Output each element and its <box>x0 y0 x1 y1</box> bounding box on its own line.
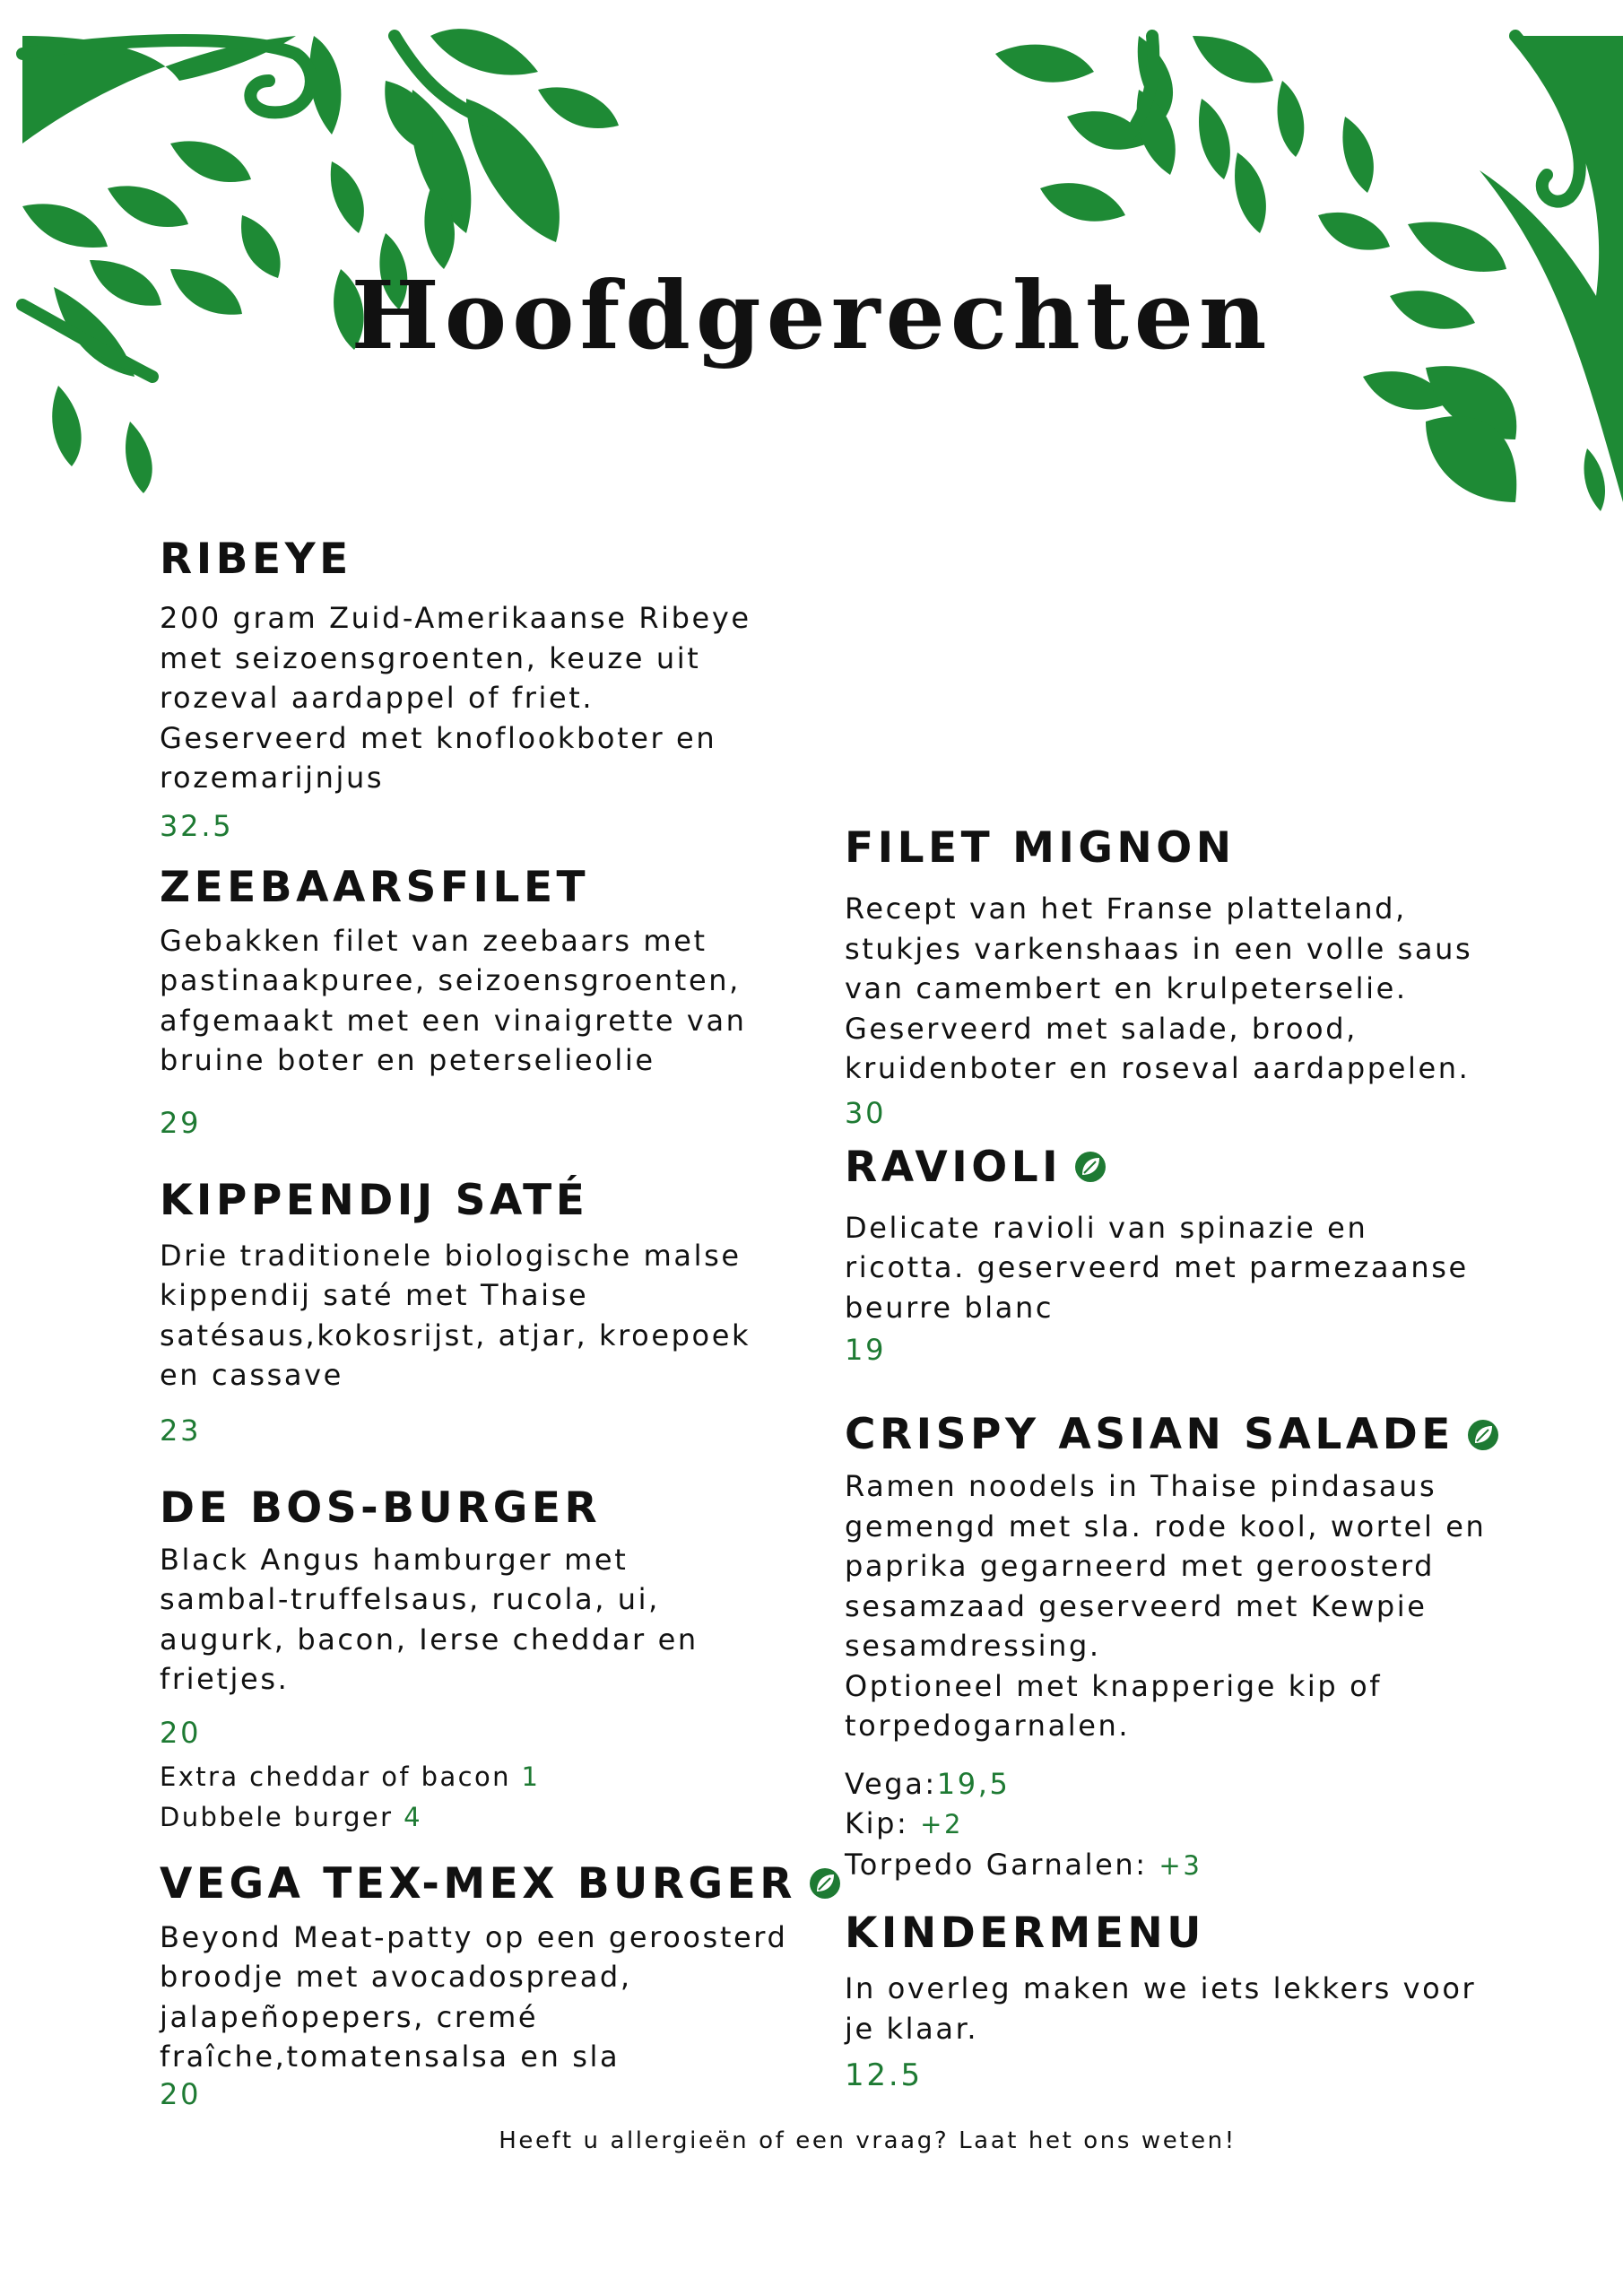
menu-item-ravioli <box>845 1143 1508 1368</box>
menu-column-left <box>160 535 805 2111</box>
page-title: Hoofdgerechten <box>351 260 1272 370</box>
menu-column-right <box>845 823 1508 2093</box>
item-price: 12.5 <box>845 2057 923 2093</box>
item-name-row <box>160 1859 805 1909</box>
item-name-row <box>845 1410 1508 1459</box>
item-price: 23 <box>160 1413 202 1448</box>
extra-option <box>160 1797 805 1838</box>
item-description: Ramen noodels in Thaise pindasaus gemengd met sla. rode kool, wortel en paprika gegarneerd met geroosterd sesamzaad geserveerd met Kewpie sesamdressing. Optioneel met knapperige kip of torpedogarnalen. <box>845 1469 1487 1743</box>
item-name-row <box>845 1143 1508 1192</box>
option-price: 19,5 <box>936 1766 1011 1801</box>
item-name: RAVIOLI <box>845 1142 1063 1192</box>
leaf-icon <box>809 1867 841 1900</box>
item-name: KIPPENDIJ SATÉ <box>160 1175 589 1225</box>
item-price: 30 <box>845 1095 887 1130</box>
item-price: 29 <box>160 1105 202 1140</box>
price-option-kip <box>845 1804 1508 1845</box>
item-description: Drie traditionele biologische malse kippendij saté met Thaise satésaus,kokosrijst, atjar, kroepoek en cassave <box>160 1238 751 1392</box>
item-name: DE BOS-BURGER <box>160 1483 602 1533</box>
menu-item-kippendij-sate <box>160 1176 805 1448</box>
price-option-vega <box>845 1764 1508 1805</box>
item-description: Beyond Meat-patty op een geroosterd broodje met avocadospread, jalapeñopepers, cremé fraîche,tomatensalsa en sla <box>160 1919 788 2074</box>
item-description: Gebakken filet van zeebaars met pastinaakpuree, seizoensgroenten, afgemaakt met een vinaigrette van bruine boter en peterselieolie <box>160 923 747 1077</box>
leaf-icon <box>1467 1419 1499 1451</box>
item-description: 200 gram Zuid-Amerikaanse Ribeye met seizoensgroenten, keuze uit rozeval aardappel of friet. Geserveerd met knoflookboter en rozemarijnjus <box>160 601 751 795</box>
option-label: Kip: <box>845 1806 909 1840</box>
item-name: CRISPY ASIAN SALADE <box>845 1410 1454 1459</box>
option-price: +2 <box>920 1809 964 1839</box>
extra-label: Dubbele burger <box>160 1801 394 1832</box>
menu-item-ribeye <box>160 535 805 843</box>
item-name: RIBEYE <box>160 535 352 584</box>
item-description: Delicate ravioli van spinazie en ricotta. geserveerd met parmezaanse beurre blanc <box>845 1210 1469 1325</box>
item-name: FILET MIGNON <box>845 823 1236 873</box>
item-name: VEGA TEX-MEX BURGER <box>160 1858 796 1909</box>
extra-price: 4 <box>404 1801 422 1832</box>
extra-option <box>160 1757 805 1797</box>
extra-label: Extra cheddar of bacon <box>160 1761 511 1792</box>
option-label: Vega: <box>845 1766 937 1801</box>
item-name: KINDERMENU <box>845 1909 1205 1958</box>
item-price: 20 <box>160 1715 202 1750</box>
item-price: 20 <box>160 2076 202 2111</box>
leaves-decoration-left <box>0 0 628 502</box>
menu-item-bos-burger <box>160 1483 805 1838</box>
item-name: ZEEBAARSFILET <box>160 862 590 912</box>
menu-item-zeebaarsfilet <box>160 863 805 1140</box>
leaf-icon <box>1074 1151 1107 1183</box>
menu-item-kindermenu <box>845 1909 1508 2093</box>
item-description: Black Angus hamburger met sambal-truffelsaus, rucola, ui, augurk, bacon, Ierse cheddar en frietjes. <box>160 1542 699 1696</box>
item-price: 19 <box>845 1333 887 1367</box>
item-description: In overleg maken we iets lekkers voor je klaar. <box>845 1971 1477 2046</box>
menu-item-filet-mignon <box>845 823 1508 1130</box>
footer-note: Heeft u allergieën of een vraag? Laat het ons weten! <box>499 2127 1237 2154</box>
item-price: 32.5 <box>160 808 234 843</box>
extra-price: 1 <box>521 1761 541 1792</box>
menu-item-vega-tex-mex-burger <box>160 1859 805 2111</box>
price-option-torpedo <box>845 1845 1508 1886</box>
option-label: Torpedo Garnalen: <box>845 1847 1148 1882</box>
option-price: +3 <box>1159 1849 1202 1881</box>
menu-item-crispy-asian-salade <box>845 1410 1508 1885</box>
item-description: Recept van het Franse platteland, stukjes varkenshaas in een volle saus van camembert en krulpeterselie. Geserveerd met salade, brood, kruidenboter en roseval aardappelen. <box>845 891 1473 1085</box>
